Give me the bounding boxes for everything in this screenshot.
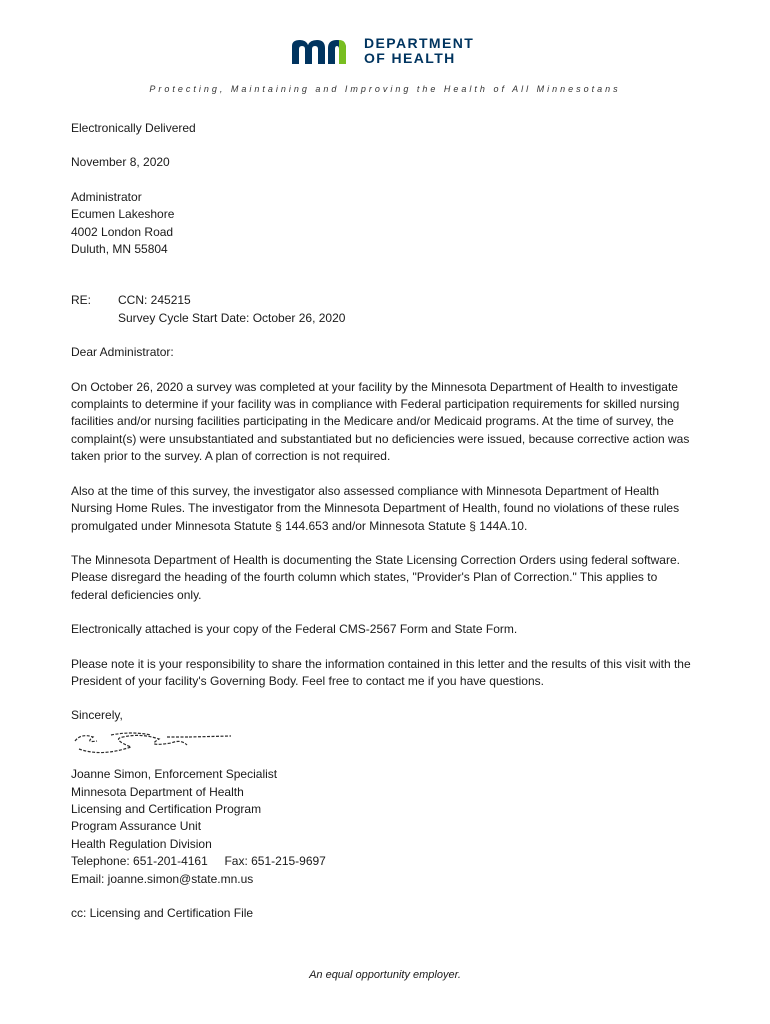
letter-date: November 8, 2020 [71, 155, 170, 170]
signer-organization: Minnesota Department of Health [71, 784, 244, 799]
recipient-street: 4002 London Road [71, 224, 174, 239]
closing: Sincerely, [71, 708, 123, 723]
paragraph-nursing-home-rules: Also at the time of this survey, the investigator also assessed compliance with Minnesota Department of Health Nursing Home Rules. The investigator from the Minnesota Department of Health, found no violations of these rules promulgated under Minnesota Statute § 144.653 and/or Minnesota Statute § 144A.10. [71, 483, 680, 533]
reference-block [71, 292, 695, 327]
carbon-copy: cc: Licensing and Certification File [71, 906, 254, 920]
department-name-line-2: OF HEALTH [364, 50, 456, 66]
signer-phone: Telephone: 651-201-4161 [71, 854, 208, 869]
letter-body [71, 120, 695, 922]
recipient-facility: Ecumen Lakeshore [71, 207, 175, 222]
mn-department-of-health-logo [290, 36, 360, 66]
signer-division: Health Regulation Division [71, 836, 212, 851]
signature-block [71, 766, 695, 888]
recipient-city: Duluth, MN 55804 [71, 242, 168, 257]
signer-program: Licensing and Certification Program [71, 801, 262, 816]
tagline: Protecting, Maintaining and Improving the Health of All Minnesotans [149, 84, 621, 94]
salutation: Dear Administrator: [71, 345, 174, 360]
signer-unit: Program Assurance Unit [71, 819, 202, 834]
department-name-line-1: DEPARTMENT [364, 35, 475, 51]
paragraph-correction-orders: The Minnesota Department of Health is documenting the State Licensing Correction Orders using federal software. Please disregard the heading of the fourth column which states, "Provider's Plan of Correction." This applies to federal deficiencies only. [71, 552, 680, 602]
paragraph-survey-result: On October 26, 2020 a survey was completed at your facility by the Minnesota Department of Health to investigate complaints to determine if your facility was in compliance with Federal participation requirements for skilled nursing facilities and/or nursing facilities participating in the Medicare and/or Medicaid programs. At the time of survey, the complaint(s) were unsubstantiated and substantiated but no deficiencies were issued, because corrective action was taken prior to the survey. A plan of correction is not required. [71, 379, 690, 464]
signer-fax: Fax: 651-215-9697 [224, 854, 326, 869]
reference-label: RE: [71, 293, 92, 308]
letterhead [0, 28, 770, 78]
handwritten-signature [71, 729, 271, 759]
signer-name-title: Joanne Simon, Enforcement Specialist [71, 767, 278, 782]
paragraph-attachments: Electronically attached is your copy of the Federal CMS-2567 Form and State Form. [71, 622, 518, 637]
delivery-method: Electronically Delivered [71, 121, 196, 135]
signer-email: Email: joanne.simon@state.mn.us [71, 871, 254, 886]
footer-equal-opportunity: An equal opportunity employer. [309, 969, 461, 981]
recipient-address [71, 189, 695, 259]
signer-contact-numbers [71, 853, 695, 870]
department-name [364, 36, 474, 66]
paragraph-responsibility: Please note it is your responsibility to share the information contained in this letter and the results of this visit with the President of your facility's Governing Body. Feel free to contact me if you have questions. [71, 656, 691, 688]
survey-start-date: Survey Cycle Start Date: October 26, 2020 [118, 310, 346, 325]
recipient-title: Administrator [71, 189, 142, 204]
ccn-number: CCN: 245215 [118, 293, 191, 308]
